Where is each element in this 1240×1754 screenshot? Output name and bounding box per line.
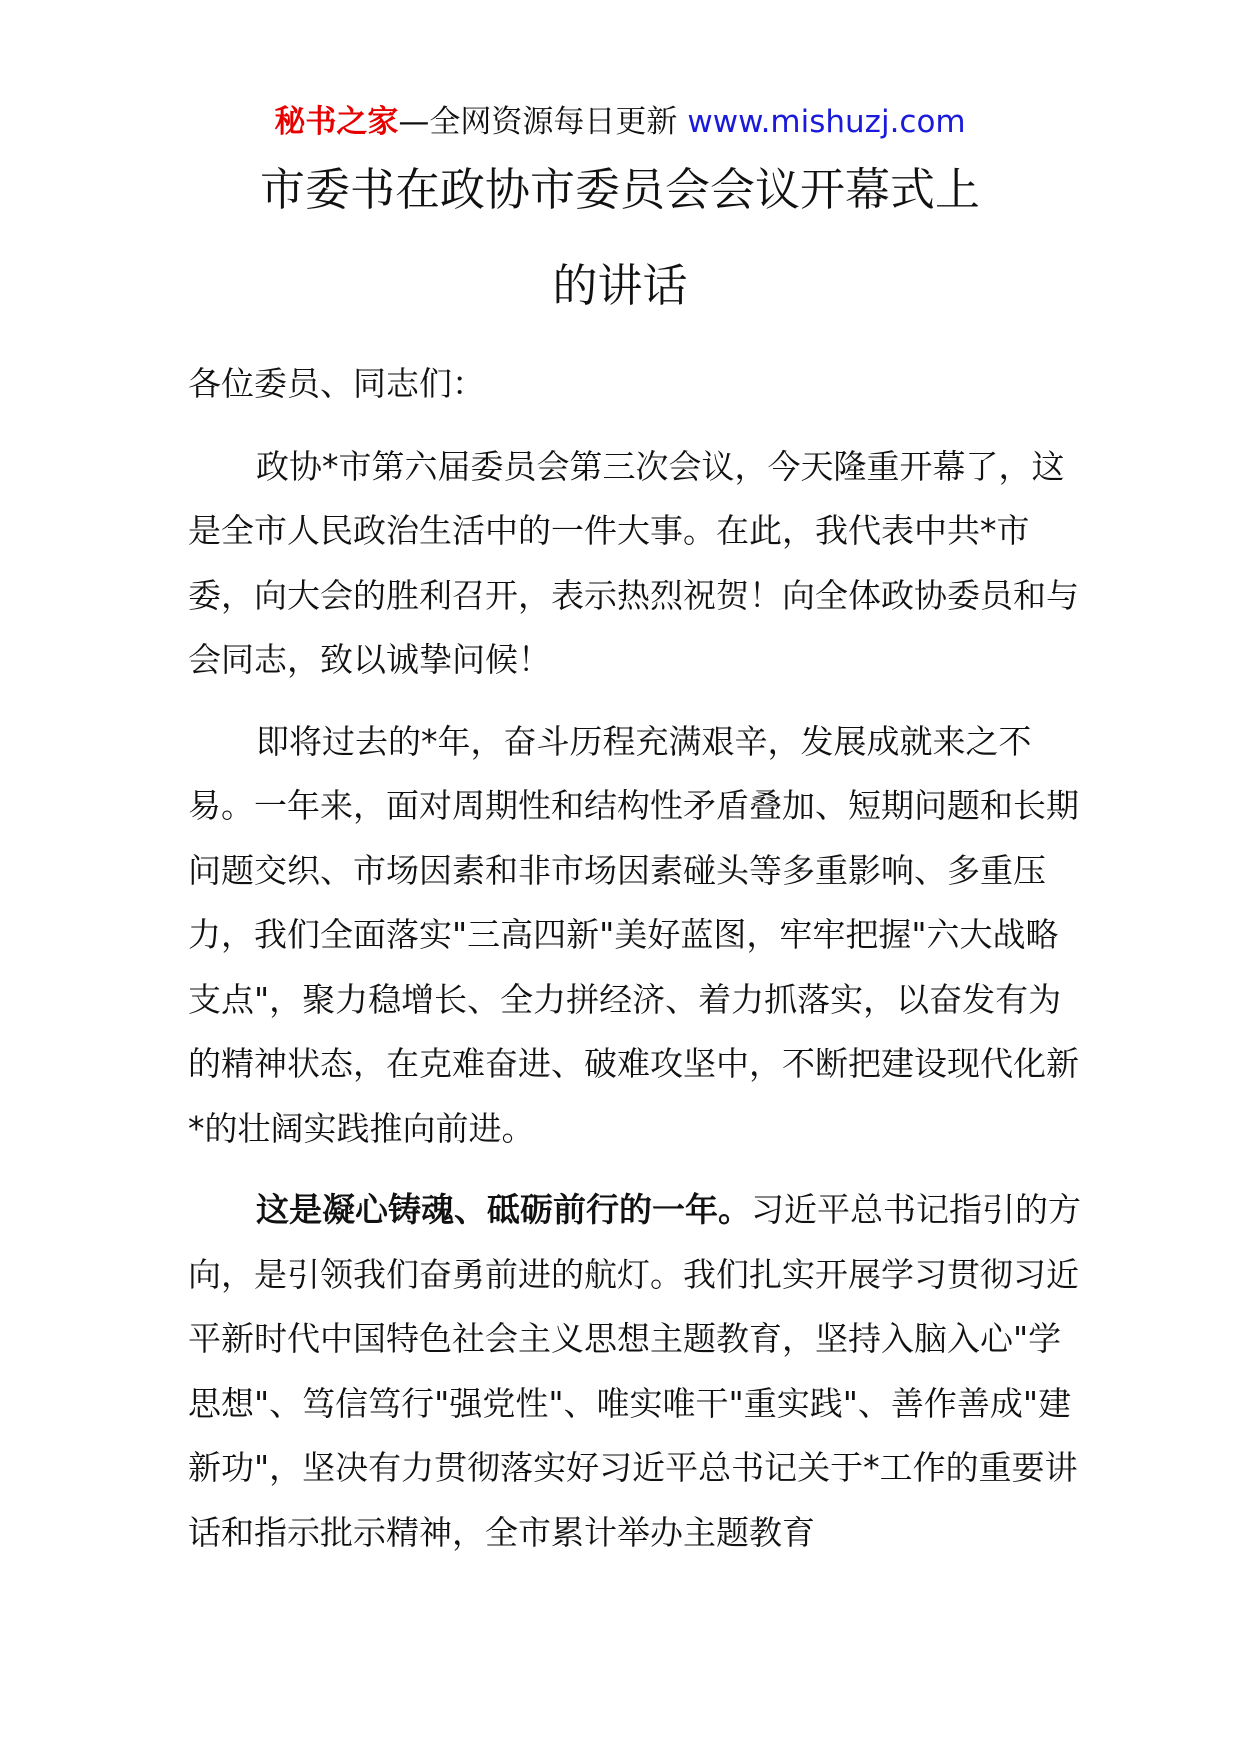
site-header [0, 100, 1240, 144]
paragraph-text: 即将过去的*年，奋斗历程充满艰辛，发展成就来之不易。一年来，面对周期性和结构性矛盾叠加、短期问题和长期问题交织、市场因素和非市场因素碰头等多重影响、多重压力，我们全面落实"三高四新"美好蓝图，牢牢把握"六大战略支点"，聚力稳增长、全力拼经济、着力抓落实，以奋发有为的精神状态，在克难奋进、破难攻坚中，不断把建设现代化新*的壮阔实践推向前进。 [188, 721, 1079, 1148]
document-title-line-2: 的讲话 [552, 259, 688, 312]
document-title-line-1: 市委书在政协市委员会会议开幕式上 [259, 163, 980, 216]
paragraph-text: 习近平总书记指引的方向，是引领我们奋勇前进的航灯。我们扎实开展学习贯彻习近平新时代中国特色社会主义思想主题教育，坚持入脑入心"学思想"、笃信笃行"强党性"、唯实唯干"重实践"、善作善成"建新功"，坚决有力贯彻落实好习近平总书记关于*工作的重要讲话和指示批示精神，全市累计举办主题教育 [188, 1190, 1081, 1552]
paragraph-lead-bold: 这是凝心铸魂、砥砺前行的一年。 [256, 1190, 751, 1229]
document-body [188, 352, 1088, 1582]
site-slogan: —全网资源每日更新 [398, 104, 678, 140]
site-url-link[interactable]: www.mishuzj.com [687, 104, 966, 140]
paragraph-year-review [188, 710, 1088, 1162]
salutation: 各位委员、同志们： [188, 364, 485, 403]
paragraph-ideology [188, 1178, 1088, 1565]
site-brand: 秘书之家 [274, 104, 399, 140]
paragraph-text: 政协*市第六届委员会第三次会议，今天隆重开幕了，这是全市人民政治生活中的一件大事。在此，我代表中共*市委，向大会的胜利召开，表示热烈祝贺！向全体政协委员和与会同志，致以诚挚问候！ [188, 446, 1079, 679]
paragraph-opening [188, 435, 1088, 693]
